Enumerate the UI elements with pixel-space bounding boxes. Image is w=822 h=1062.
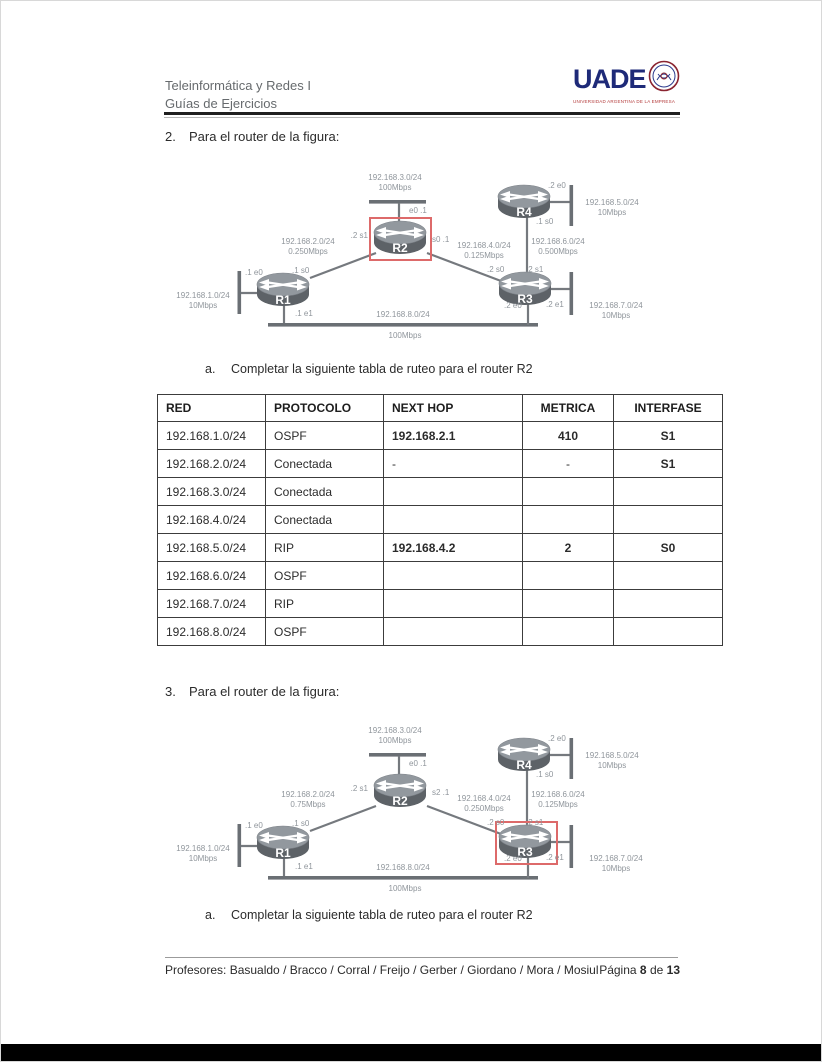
cell-red: 192.168.1.0/24 bbox=[158, 422, 266, 450]
section-2-heading bbox=[165, 129, 339, 144]
iface-r2-e0: e0 .1 bbox=[409, 759, 427, 768]
uade-seal-icon bbox=[648, 60, 680, 97]
table-row bbox=[158, 478, 723, 506]
iface-r1-s0: .1 s0 bbox=[292, 819, 310, 828]
diagram-2-wires bbox=[165, 718, 685, 908]
cell-metrica bbox=[523, 506, 614, 534]
network-label-net8-speed: 100Mbps bbox=[388, 884, 422, 893]
cell-protocolo: RIP bbox=[266, 590, 384, 618]
cell-red: 192.168.7.0/24 bbox=[158, 590, 266, 618]
network-label-net3: 192.168.3.0/24 100Mbps bbox=[368, 173, 422, 192]
network-label-net8: 192.168.8.0/24 bbox=[376, 310, 430, 319]
network-label-net4: 192.168.4.0/24 0.125Mbps bbox=[457, 241, 511, 260]
iface-r3-s0: .2 s0 bbox=[487, 265, 505, 274]
router-r1-label: R1 bbox=[275, 846, 291, 860]
table-row bbox=[158, 450, 723, 478]
cell-red: 192.168.4.0/24 bbox=[158, 506, 266, 534]
routing-table bbox=[157, 394, 723, 646]
iface-r1-s0: .1 s0 bbox=[292, 266, 310, 275]
router-r4 bbox=[497, 737, 551, 773]
col-header-red: RED bbox=[158, 395, 266, 422]
cell-protocolo: OSPF bbox=[266, 618, 384, 646]
section-2a-heading bbox=[205, 362, 533, 376]
router-r2 bbox=[373, 773, 427, 809]
cell-protocolo: OSPF bbox=[266, 422, 384, 450]
cell-protocolo: Conectada bbox=[266, 450, 384, 478]
col-header-protocolo: PROTOCOLO bbox=[266, 395, 384, 422]
iface-r2-s0: s0 .1 bbox=[432, 235, 450, 244]
section-3a-text: Completar la siguiente tabla de ruteo para el router R2 bbox=[231, 908, 533, 922]
network-label-net2: 192.168.2.0/24 0.250Mbps bbox=[281, 237, 335, 256]
cell-interfase: S1 bbox=[614, 450, 723, 478]
footer-professors: Profesores: Basualdo / Bracco / Corral / Freijo / Gerber / Giordano / Mora / Mosiul bbox=[165, 963, 599, 977]
cell-interfase: S1 bbox=[614, 422, 723, 450]
network-label-net1: 192.168.1.0/24 10Mbps bbox=[176, 291, 230, 310]
bottom-black-strip bbox=[0, 1044, 822, 1062]
cell-interfase bbox=[614, 590, 723, 618]
router-r2-label: R2 bbox=[392, 241, 408, 255]
cell-interfase bbox=[614, 562, 723, 590]
iface-r1-e1: .1 e1 bbox=[295, 309, 313, 318]
cell-metrica bbox=[523, 478, 614, 506]
iface-r1-e1: .1 e1 bbox=[295, 862, 313, 871]
cell-next-hop bbox=[384, 562, 523, 590]
router-r3-label: R3 bbox=[517, 292, 533, 306]
router-r4-label: R4 bbox=[516, 758, 532, 772]
table-row bbox=[158, 534, 723, 562]
network-label-net1: 192.168.1.0/24 10Mbps bbox=[176, 844, 230, 863]
iface-r4-e0: .2 e0 bbox=[548, 181, 566, 190]
cell-metrica bbox=[523, 590, 614, 618]
cell-interfase bbox=[614, 478, 723, 506]
cell-next-hop bbox=[384, 590, 523, 618]
network-diagram-2 bbox=[165, 718, 685, 908]
section-2a-text: Completar la siguiente tabla de ruteo para el router R2 bbox=[231, 362, 533, 376]
iface-r4-s0: .1 s0 bbox=[536, 217, 554, 226]
header-rule bbox=[164, 112, 680, 115]
section-3-number: 3. bbox=[165, 684, 176, 699]
cell-red: 192.168.8.0/24 bbox=[158, 618, 266, 646]
footer-rule bbox=[165, 957, 678, 958]
uade-logo-text: UADE bbox=[573, 63, 646, 94]
network-label-net2: 192.168.2.0/24 0.75Mbps bbox=[281, 790, 335, 809]
iface-r2-s2: s2 .1 bbox=[432, 788, 450, 797]
router-r1 bbox=[256, 825, 310, 861]
cell-red: 192.168.6.0/24 bbox=[158, 562, 266, 590]
router-r1-label: R1 bbox=[275, 293, 291, 307]
col-header-interfase: INTERFASE bbox=[614, 395, 723, 422]
table-row bbox=[158, 618, 723, 646]
header-rule-thin bbox=[164, 117, 680, 118]
highlight-box-r2 bbox=[369, 217, 432, 261]
table-row bbox=[158, 506, 723, 534]
iface-r2-e0: e0 .1 bbox=[409, 206, 427, 215]
cell-next-hop bbox=[384, 506, 523, 534]
iface-r1-e0: .1 e0 bbox=[245, 268, 263, 277]
network-label-net7: 192.168.7.0/24 10Mbps bbox=[589, 854, 643, 873]
iface-r3-e1: .2 e1 bbox=[546, 300, 564, 309]
iface-r3-e0: .2 e0 bbox=[504, 854, 522, 863]
footer bbox=[165, 963, 680, 977]
network-label-net6: 192.168.6.0/24 0.500Mbps bbox=[531, 237, 585, 256]
cell-metrica bbox=[523, 562, 614, 590]
cell-metrica bbox=[523, 618, 614, 646]
section-3-text: Para el router de la figura: bbox=[189, 684, 340, 699]
cell-protocolo: Conectada bbox=[266, 506, 384, 534]
network-label-net6: 192.168.6.0/24 0.125Mbps bbox=[531, 790, 585, 809]
cell-metrica: 2 bbox=[523, 534, 614, 562]
network-label-net5: 192.168.5.0/24 10Mbps bbox=[585, 751, 639, 770]
uade-logo bbox=[573, 60, 683, 104]
table-header-row bbox=[158, 395, 723, 422]
section-2a-number: a. bbox=[205, 362, 216, 376]
col-header-next-hop: NEXT HOP bbox=[384, 395, 523, 422]
cell-interfase: S0 bbox=[614, 534, 723, 562]
router-r4 bbox=[497, 184, 551, 220]
network-label-net8-speed: 100Mbps bbox=[388, 331, 422, 340]
section-2-number: 2. bbox=[165, 129, 176, 144]
table-row bbox=[158, 590, 723, 618]
cell-next-hop: - bbox=[384, 450, 523, 478]
course-title: Teleinformática y Redes I bbox=[165, 78, 311, 93]
cell-red: 192.168.5.0/24 bbox=[158, 534, 266, 562]
iface-r3-e1: .2 e1 bbox=[546, 853, 564, 862]
iface-r3-e0: .2 e0 bbox=[504, 301, 522, 310]
network-diagram-1 bbox=[165, 165, 685, 355]
uade-tagline: UNIVERSIDAD ARGENTINA DE LA EMPRESA bbox=[573, 99, 676, 104]
cell-red: 192.168.3.0/24 bbox=[158, 478, 266, 506]
cell-red: 192.168.2.0/24 bbox=[158, 450, 266, 478]
network-label-net3: 192.168.3.0/24 100Mbps bbox=[368, 726, 422, 745]
iface-r3-s0: .2 s0 bbox=[487, 818, 505, 827]
network-label-net5: 192.168.5.0/24 10Mbps bbox=[585, 198, 639, 217]
cell-metrica: 410 bbox=[523, 422, 614, 450]
iface-r4-s0: .1 s0 bbox=[536, 770, 554, 779]
router-r1 bbox=[256, 272, 310, 308]
router-r3-label: R3 bbox=[517, 845, 533, 859]
table-row bbox=[158, 562, 723, 590]
section-3a-number: a. bbox=[205, 908, 216, 922]
cell-next-hop: 192.168.4.2 bbox=[384, 534, 523, 562]
cell-next-hop bbox=[384, 618, 523, 646]
router-r4-label: R4 bbox=[516, 205, 532, 219]
network-label-net7: 192.168.7.0/24 10Mbps bbox=[589, 301, 643, 320]
section-3a-heading bbox=[205, 908, 533, 922]
cell-metrica: - bbox=[523, 450, 614, 478]
network-label-net4: 192.168.4.0/24 0.250Mbps bbox=[457, 794, 511, 813]
footer-page-number: 8 bbox=[639, 963, 647, 977]
cell-next-hop: 192.168.2.1 bbox=[384, 422, 523, 450]
iface-r2-s1: .2 s1 bbox=[350, 784, 368, 793]
table-row bbox=[158, 422, 723, 450]
cell-protocolo: Conectada bbox=[266, 478, 384, 506]
cell-next-hop bbox=[384, 478, 523, 506]
footer-page-total: 13 bbox=[666, 963, 680, 977]
iface-r2-s1: .2 s1 bbox=[350, 231, 368, 240]
network-label-net8: 192.168.8.0/24 bbox=[376, 863, 430, 872]
cell-protocolo: OSPF bbox=[266, 562, 384, 590]
course-subtitle: Guías de Ejercicios bbox=[165, 96, 277, 111]
col-header-metrica: METRICA bbox=[523, 395, 614, 422]
cell-interfase bbox=[614, 618, 723, 646]
section-2-text: Para el router de la figura: bbox=[189, 129, 340, 144]
iface-r3-s1: .2 s1 bbox=[526, 265, 544, 274]
router-r2-label: R2 bbox=[392, 794, 408, 808]
iface-r3-s1: .2 s1 bbox=[526, 818, 544, 827]
iface-r1-e0: .1 e0 bbox=[245, 821, 263, 830]
cell-protocolo: RIP bbox=[266, 534, 384, 562]
footer-page-indicator: Página 8 de 13 bbox=[599, 963, 680, 977]
iface-r4-e0: .2 e0 bbox=[548, 734, 566, 743]
section-3-heading bbox=[165, 684, 339, 699]
cell-interfase bbox=[614, 506, 723, 534]
